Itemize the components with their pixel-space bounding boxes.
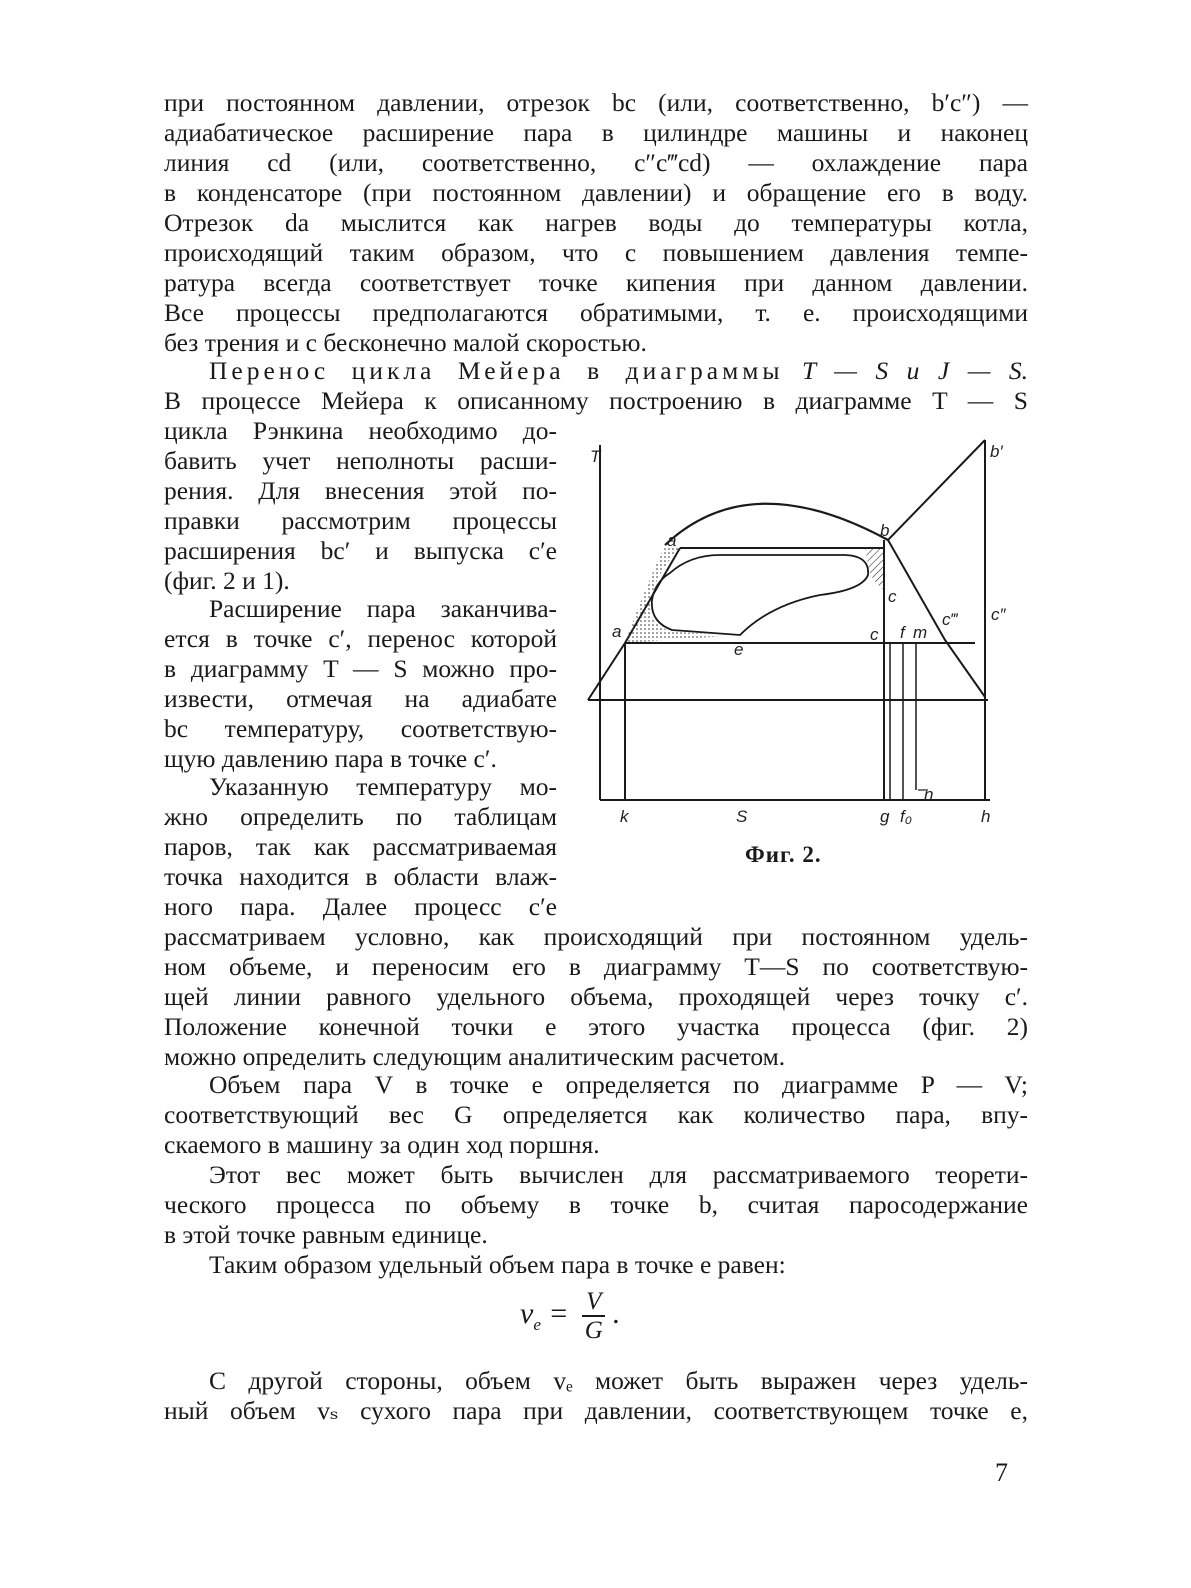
p4-line-8: щей линии равного удельного объема, проходящей через точку c′. xyxy=(164,982,1028,1011)
label-a-top: a xyxy=(667,531,677,550)
formula-fraction xyxy=(582,1288,605,1344)
line-b-b-prime xyxy=(888,440,985,540)
label-h: h xyxy=(981,807,991,826)
p1-line-6: происходящий таким образом, что с повышением давления темпе- xyxy=(164,238,1028,267)
p3-line-1: Расширение пара заканчива- xyxy=(209,594,557,623)
p2-line-6: расширения bc′ и выпуска c′e xyxy=(164,536,557,565)
saturation-dome xyxy=(665,504,888,545)
label-g: g xyxy=(880,807,890,826)
formula-numerator: V xyxy=(582,1288,605,1317)
p4-line-2: жно определить по таблицам xyxy=(164,802,557,831)
p3-line-3: в диаграмму T — S можно про- xyxy=(164,654,557,683)
formula-lhs-sub: e xyxy=(533,1314,541,1334)
page-number: 7 xyxy=(995,1458,1008,1487)
label-S: S xyxy=(736,807,748,826)
p1-line-8: Все процессы предполагаются обратимыми, т. е. происходящими xyxy=(164,298,1028,327)
p4-line-4: точка находится в области влаж- xyxy=(164,862,557,891)
inner-loop xyxy=(652,555,868,635)
figure-caption: Фиг. 2. xyxy=(745,842,822,867)
label-b: b xyxy=(880,521,890,540)
p6-line-1: Этот вес может быть вычислен для рассматриваемого теорети- xyxy=(209,1160,1028,1189)
formula-lhs: v xyxy=(520,1296,534,1330)
shaded-region-left xyxy=(625,545,740,643)
p1-line-9: без трения и с бесконечно малой скоростью. xyxy=(164,328,647,357)
label-n: n xyxy=(924,785,934,804)
p1-line-5: Отрезок da мыслится как нагрев воды до температуры котла, xyxy=(164,208,1028,237)
p5-line-2: соответствующий вес G определяется как количество пара, впу- xyxy=(164,1100,1028,1129)
section-heading xyxy=(164,356,1028,386)
heading-tail: T — S и J — S. xyxy=(801,356,1028,385)
figure-2 xyxy=(580,425,1030,835)
p1-line-7: ратура всегда соответствует точке кипения при данном давлении. xyxy=(164,268,1028,297)
label-e: e xyxy=(734,640,744,659)
label-f0: f₀ xyxy=(900,807,912,826)
p1-line-4: в конденсаторе (при постоянном давлении) и обращение его в воду. xyxy=(164,178,1028,207)
p3-line-2: ется в точке c′, перенос которой xyxy=(164,624,557,653)
p2-line-4: рения. Для внесения этой по- xyxy=(164,476,557,505)
label-f: f xyxy=(900,623,905,642)
label-c: c xyxy=(888,587,897,606)
label-a-left: a xyxy=(612,622,622,641)
p5-line-1: Объем пара V в точке e определяется по диаграмме P — V; xyxy=(209,1070,1028,1099)
label-m: m xyxy=(913,623,928,642)
p6-line-3: в этой точке равным единице. xyxy=(164,1220,488,1249)
label-k: k xyxy=(620,807,629,826)
p2-line-1: В процессе Мейера к описанному построению в диаграмме T — S xyxy=(164,386,1028,415)
p2-line-5: правки рассмотрим процессы xyxy=(164,506,557,535)
p4-line-1: Указанную температуру мо- xyxy=(209,772,557,801)
p4-line-5: ного пара. Далее процесс c′e xyxy=(164,892,557,921)
p6-line-2: ческого процесса по объему в точке b, считая паросодержание xyxy=(164,1190,1028,1219)
p3-line-4: извести, отмечая на адиабате xyxy=(164,684,557,713)
formula-tail: . xyxy=(612,1296,621,1330)
ts-diagram xyxy=(580,425,1030,835)
p7-line-1: Таким образом удельный объем пара в точке e равен: xyxy=(209,1250,786,1279)
p1-line-2: адиабатическое расширение пара в цилиндре машины и наконец xyxy=(164,118,1028,147)
formula-eq: = xyxy=(548,1296,569,1330)
p4-line-6: рассматриваем условно, как происходящий при постоянном удель- xyxy=(164,922,1028,951)
p2-line-7: (фиг. 2 и 1). xyxy=(164,566,290,595)
p4-line-3: паров, так как рассматриваемая xyxy=(164,832,557,861)
heading-spaced: Перенос цикла Мейера в диаграммы xyxy=(209,356,784,385)
p4-line-9: Положение конечной точки e этого участка процесса (фиг. 2) xyxy=(164,1012,1028,1041)
label-b-prime: b′ xyxy=(990,442,1003,461)
p2-line-2: цикла Рэнкина необходимо до- xyxy=(164,416,557,445)
formula-denominator: G xyxy=(584,1317,603,1344)
label-c-doubleprime: c″ xyxy=(991,605,1006,624)
label-c-prime: c xyxy=(870,625,879,644)
p8-line-2: ный объем vₛ сухого пара при давлении, соответствующем точке e, xyxy=(164,1396,1028,1425)
p1-line-3: линия cd (или, соответственно, c″c‴cd) — охлаждение пара xyxy=(164,148,1028,177)
formula xyxy=(520,1288,620,1344)
label-T: T xyxy=(590,447,601,466)
label-c-tripleprime: c‴ xyxy=(942,610,957,629)
p2-line-3: бавить учет неполноты расши- xyxy=(164,446,557,475)
p3-line-5: bc температуру, соответствую- xyxy=(164,714,557,743)
p4-line-7: ном объеме, и переносим его в диаграмму T—S по соответствую- xyxy=(164,952,1028,981)
p1-line-1: при постоянном давлении, отрезок bc (или, соответственно, b′c″) — xyxy=(164,88,1028,117)
p5-line-3: скаемого в машину за один ход поршня. xyxy=(164,1130,600,1159)
p4-line-10: можно определить следующим аналитическим расчетом. xyxy=(164,1042,786,1071)
p3-line-6: щую давлению пара в точке c′. xyxy=(164,744,497,773)
p8-line-1: С другой стороны, объем vₑ может быть выражен через удель- xyxy=(209,1366,1028,1395)
